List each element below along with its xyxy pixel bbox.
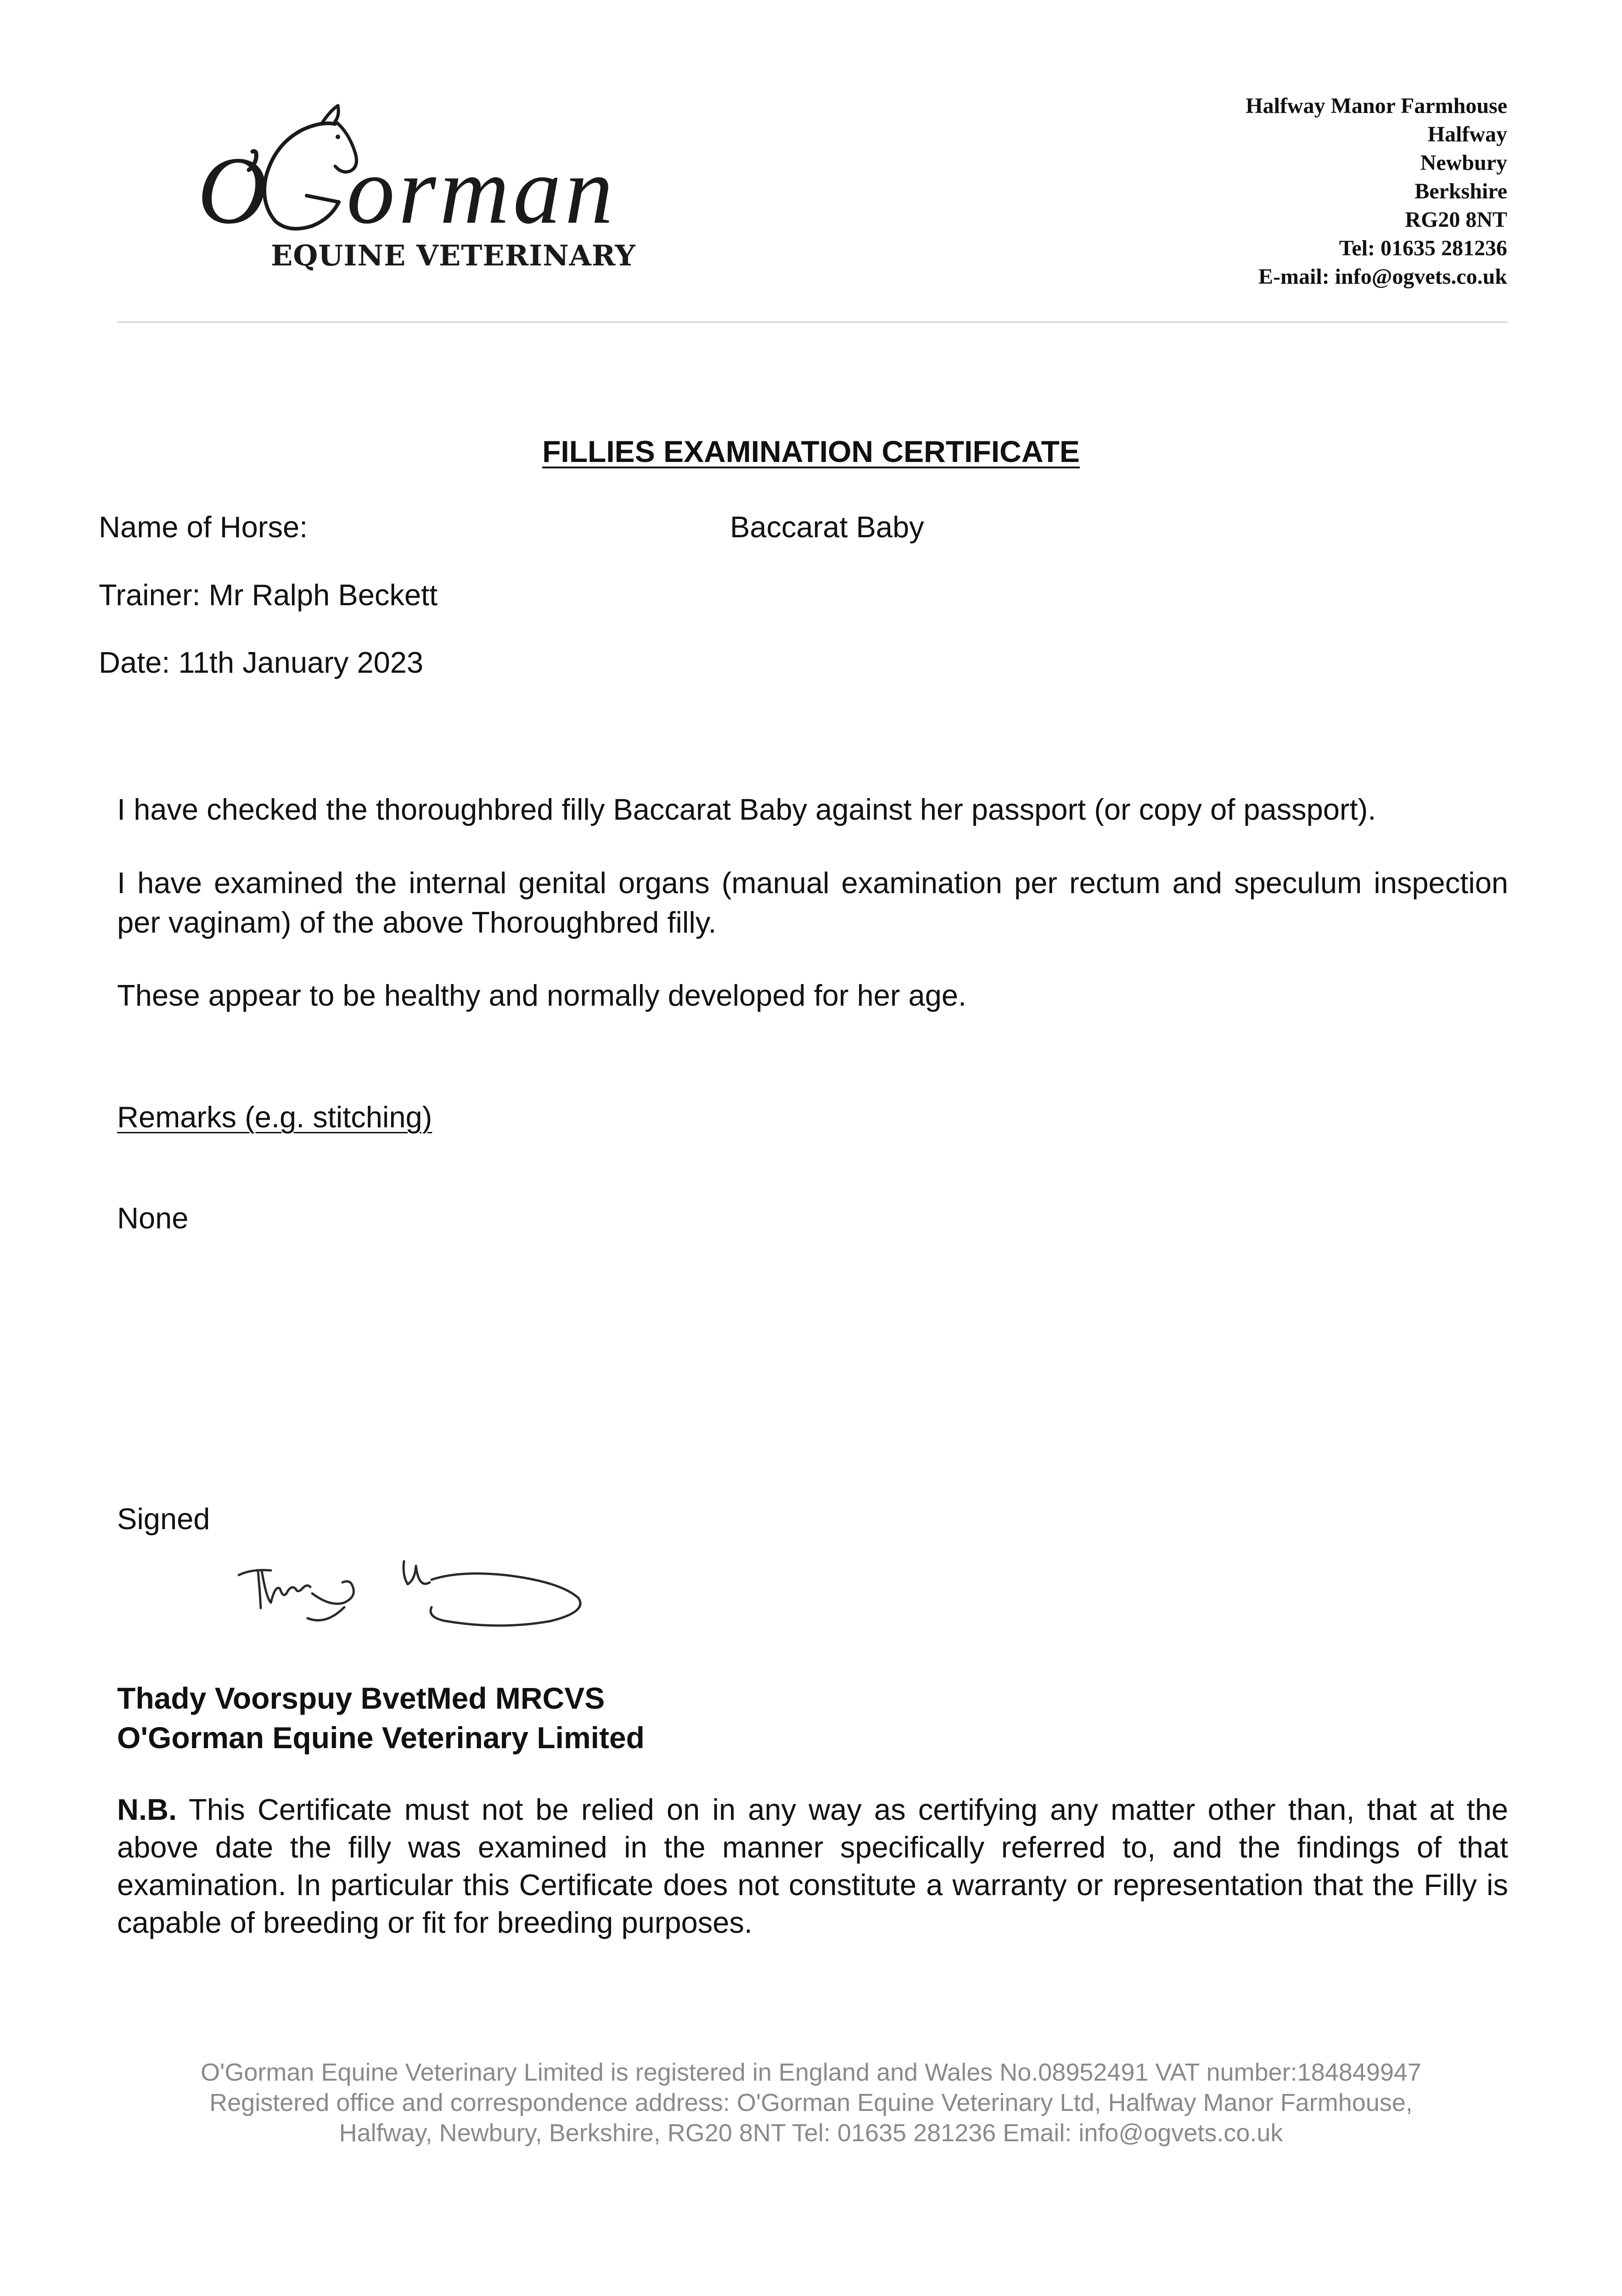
header-divider [117,321,1508,323]
signatory-name: Thady Voorspuy BvetMed MRCVS [117,1681,605,1715]
trainer-field: Trainer: Mr Ralph Beckett [99,578,438,612]
horse-name-value: Baccarat Baby [730,510,924,544]
nb-text: This Certificate must not be relied on in any way as certifying any matter other than, that at the above date the filly was examined in the manner specifically referred to, and the findings of that examination. In particular this Certificate does not constitute a warranty or representation that the Filly is capable of breeding or fit for breeding purposes. [117,1793,1508,1939]
certificate-title: FILLIES EXAMINATION CERTIFICATE [542,434,1080,468]
date-field: Date: 11th January 2023 [99,646,424,679]
remarks-value: None [117,1201,189,1235]
disclaimer-paragraph [117,1791,1508,1941]
footer-line: Halfway, Newbury, Berkshire, RG20 8NT Tel: 01635 281236 Email: info@ogvets.co.uk [339,2119,1283,2147]
address-phone: Tel: 01635 281236 [1339,236,1507,260]
svg-text:orman: orman [347,137,617,244]
svg-text:O: O [197,137,267,244]
findings-paragraph: These appear to be healthy and normally developed for her age. [117,979,967,1012]
registration-footer [0,2057,1622,2148]
remarks-heading: Remarks (e.g. stitching) [117,1100,432,1134]
passport-check-paragraph: I have checked the thoroughbred filly Baccarat Baby against her passport (or copy of passport). [117,793,1376,826]
footer-line: Registered office and correspondence address: O'Gorman Equine Veterinary Ltd, Halfway Manor Farmhouse, [209,2089,1413,2116]
signed-label: Signed [117,1502,210,1536]
address-line: Newbury [1420,151,1507,175]
logo-subtitle: EQUINE VETERINARY [271,239,636,272]
address-line: Berkshire [1414,179,1507,203]
company-address [1246,92,1507,291]
horse-name-label: Name of Horse: [99,510,308,544]
footer-line: O'Gorman Equine Veterinary Limited is registered in England and Wales No.08952491 VAT number:184849947 [201,2059,1421,2086]
address-line: Halfway Manor Farmhouse [1246,94,1507,118]
address-line: Halfway [1427,122,1507,146]
address-email: E-mail: info@ogvets.co.uk [1258,264,1507,289]
nb-label: N.B. [117,1793,177,1826]
address-line: RG20 8NT [1405,208,1507,232]
examination-paragraph: I have examined the internal genital organs (manual examination per rectum and speculum inspection per vaginam) of the above Thoroughbred filly. [117,866,1508,939]
signatory-block [117,1678,645,1757]
signatory-company: O'Gorman Equine Veterinary Limited [117,1721,645,1755]
handwritten-signature [230,1543,615,1644]
